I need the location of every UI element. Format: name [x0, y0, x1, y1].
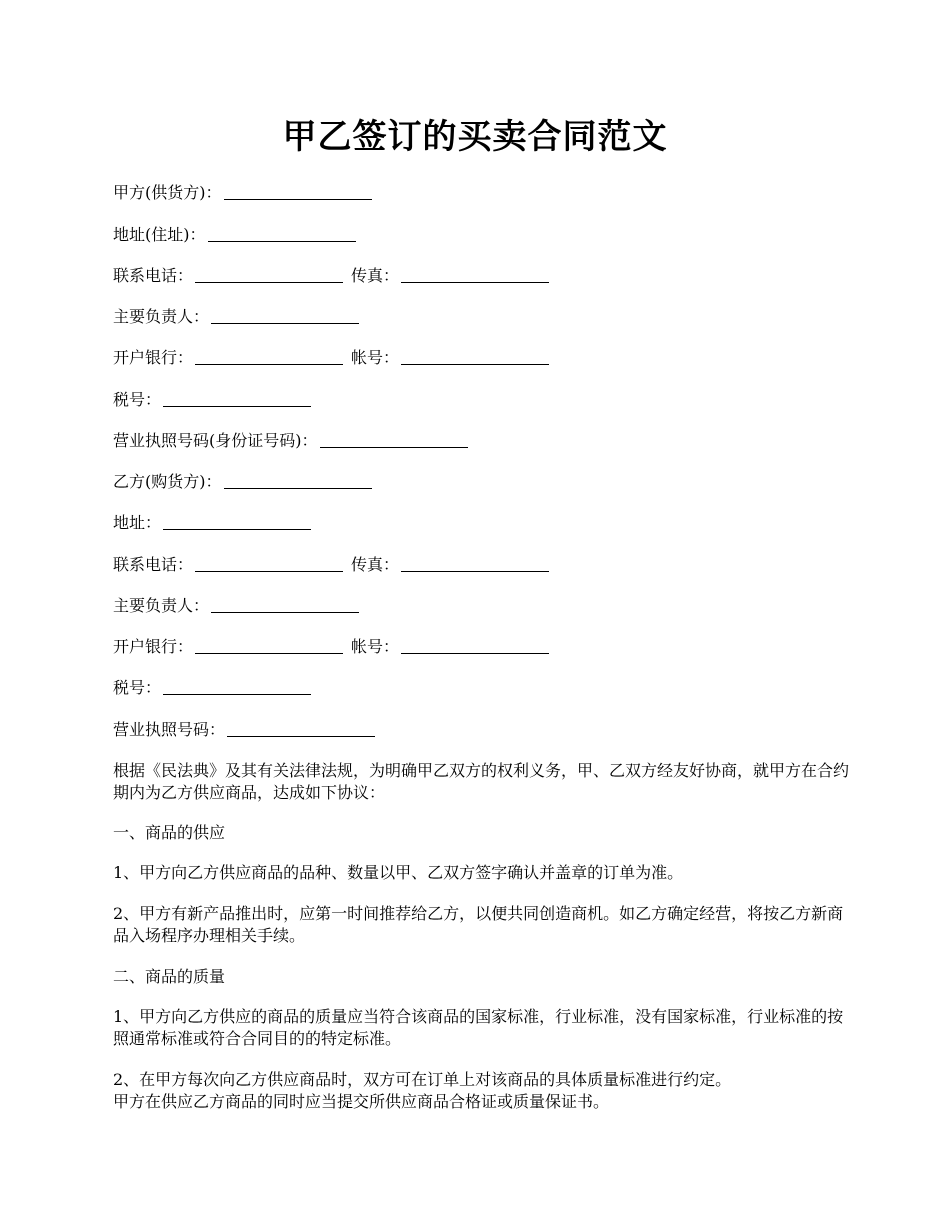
party-b-bank-label: 开户银行： [113, 637, 194, 656]
section-1-item-2: 2、甲方有新产品推出时，应第一时间推荐给乙方，以便共同创造商机。如乙方确定经营，将按乙方新商品入场程序办理相关手续。 [113, 904, 844, 945]
party-b-fax-blank [401, 555, 549, 572]
party-a-phone-label: 联系电话： [113, 266, 194, 285]
party-a-fax-blank [401, 266, 549, 283]
intro-paragraph: 根据《民法典》及其有关法律法规，为明确甲乙双方的权利义务，甲、乙双方经友好协商，就甲方在合约期内为乙方供应商品，达成如下协议： [113, 761, 850, 802]
party-a-bank-row [113, 347, 549, 369]
party-b-fax-label: 传真： [351, 555, 400, 574]
party-b-license-label: 营业执照号码： [113, 720, 226, 739]
party-b-phone-blank [195, 555, 343, 572]
party-a-name-blank [224, 183, 372, 200]
party-a-license-label: 营业执照号码(身份证号码)： [113, 431, 318, 450]
party-b-address-blank [163, 513, 311, 530]
section-2-item-1: 1、甲方向乙方供应的商品的质量应当符合该商品的国家标准，行业标准，没有国家标准，行业标准的按照通常标准或符合合同目的的特定标准。 [113, 1007, 844, 1048]
party-a-license-row [113, 430, 468, 452]
party-b-license-row [113, 719, 375, 741]
section-1-heading: 一、商品的供应 [113, 823, 226, 842]
party-b-phone-label: 联系电话： [113, 555, 194, 574]
party-b-name-row [113, 471, 372, 493]
party-a-address-row [113, 224, 356, 246]
party-b-account-label: 帐号： [351, 637, 400, 656]
party-a-address-label: 地址(住址)： [113, 225, 206, 244]
party-a-account-label: 帐号： [351, 348, 400, 367]
party-b-name-blank [224, 472, 372, 489]
party-b-tax-blank [163, 678, 311, 695]
party-a-bank-blank [195, 348, 343, 365]
party-b-principal-blank [211, 596, 359, 613]
party-a-bank-label: 开户银行： [113, 348, 194, 367]
party-a-address-blank [208, 225, 356, 242]
party-b-address-row [113, 512, 311, 534]
party-a-tax-blank [163, 390, 311, 407]
party-b-license-blank [227, 720, 375, 737]
section-1-item-1: 1、甲方向乙方供应商品的品种、数量以甲、乙双方签字确认并盖章的订单为准。 [113, 863, 684, 882]
party-a-account-blank [401, 348, 549, 365]
party-a-tax-label: 税号： [113, 390, 162, 409]
party-a-phone-row [113, 265, 549, 287]
party-a-license-blank [320, 431, 468, 448]
party-b-tax-row [113, 677, 311, 699]
party-b-account-blank [401, 637, 549, 654]
party-a-name-label: 甲方(供货方)： [113, 183, 222, 202]
party-b-tax-label: 税号： [113, 678, 162, 697]
party-a-fax-label: 传真： [351, 266, 400, 285]
party-a-principal-row [113, 306, 359, 328]
party-b-phone-row [113, 554, 549, 576]
section-2-item-2-line-1: 2、在甲方每次向乙方供应商品时，双方可在订单上对该商品的具体质量标准进行约定。 [113, 1070, 732, 1089]
party-a-phone-blank [195, 266, 343, 283]
party-a-name-row [113, 182, 372, 204]
section-2-heading: 二、商品的质量 [113, 967, 226, 986]
party-b-name-label: 乙方(购货方)： [113, 472, 222, 491]
party-a-principal-label: 主要负责人： [113, 307, 210, 326]
party-b-address-label: 地址： [113, 513, 162, 532]
party-b-principal-row [113, 595, 359, 617]
document-title: 甲乙签订的买卖合同范文 [282, 117, 668, 157]
party-a-principal-blank [211, 307, 359, 324]
section-2-item-2-line-2: 甲方在供应乙方商品的同时应当提交所供应商品合格证或质量保证书。 [113, 1092, 610, 1111]
party-b-principal-label: 主要负责人： [113, 596, 210, 615]
party-a-tax-row [113, 389, 311, 411]
party-b-bank-blank [195, 637, 343, 654]
party-b-bank-row [113, 636, 549, 658]
